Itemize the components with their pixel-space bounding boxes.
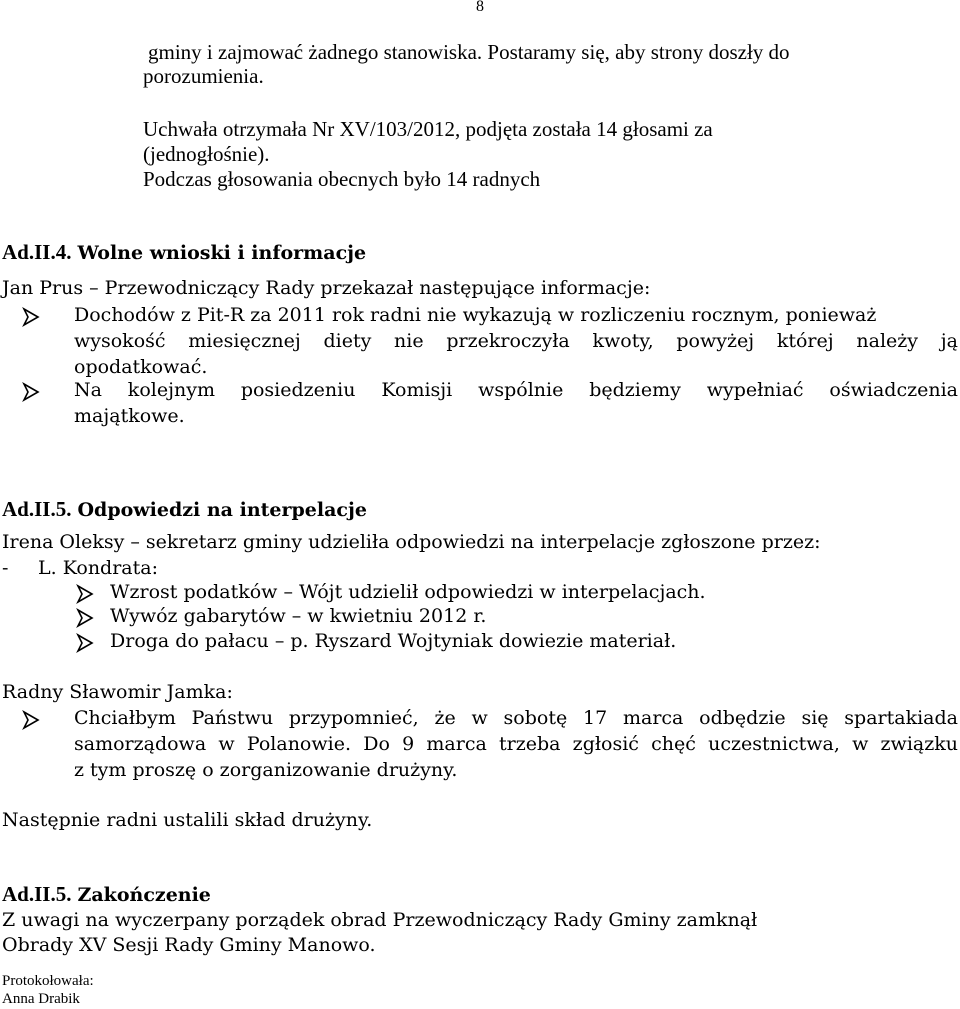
arrowhead-bullet-icon bbox=[76, 584, 94, 604]
spartakiada-line-2: samorządowa w Polanowie. Do 9 marca trzeba zgłosić chęć uczestnictwa, w związku bbox=[74, 733, 958, 755]
speaker-jamka: Radny Sławomir Jamka: bbox=[2, 681, 233, 703]
intro-line-2: porozumienia. bbox=[143, 64, 264, 88]
page-number: 8 bbox=[476, 0, 484, 15]
section-5-title: Odpowiedzi na interpelacje bbox=[77, 499, 367, 521]
spartakiada-line-3: z tym proszę o zorganizowanie drużyny. bbox=[74, 759, 458, 781]
team-closing: Następnie radni ustalili skład drużyny. bbox=[2, 809, 373, 831]
closing-prefix: Ad.II.5. bbox=[2, 882, 72, 906]
footer-label: Protokołowała: bbox=[2, 973, 94, 989]
footer-name: Anna Drabik bbox=[2, 991, 80, 1007]
info-bullet-2-line-2: majątkowe. bbox=[74, 405, 185, 427]
interpellation-bullet-3: Droga do pałacu – p. Ryszard Wojtyniak dowiezie materiał. bbox=[110, 630, 677, 652]
interpellation-bullet-2: Wywóz gabarytów – w kwietniu 2012 r. bbox=[110, 605, 487, 627]
info-bullet-1-text-1: Dochodów z Pit-R za 2011 rok radni nie wykazują w rozliczeniu rocznym, ponieważ bbox=[74, 304, 877, 326]
info-bullet-1-line-3: opodatkować. bbox=[74, 356, 208, 378]
resolution-line-2: (jednogłośnie). bbox=[143, 142, 270, 166]
closing-heading bbox=[2, 882, 211, 907]
closing-title: Zakończenie bbox=[77, 884, 211, 906]
info-bullet-1-line-1 bbox=[74, 304, 958, 326]
arrowhead-bullet-icon bbox=[76, 633, 94, 653]
interpellation-bullet-1: Wzrost podatków – Wójt udzielił odpowiedzi w interpelacjach. bbox=[110, 581, 706, 603]
arrowhead-bullet-icon bbox=[22, 307, 40, 327]
dash-marker: - bbox=[2, 557, 9, 579]
attendance-line: Podczas głosowania obecnych było 14 radnych bbox=[143, 167, 541, 191]
section-5-prefix: Ad.II.5. bbox=[2, 497, 72, 521]
arrowhead-bullet-icon bbox=[22, 382, 40, 402]
section-4-lead: Jan Prus – Przewodniczący Rady przekazał następujące informacje: bbox=[2, 277, 651, 299]
spartakiada-line-1: Chciałbym Państwu przypomnieć, że w sobotę 17 marca odbędzie się spartakiada bbox=[74, 707, 958, 729]
section-4-heading bbox=[2, 240, 366, 265]
info-bullet-1-line-2: wysokość miesięcznej diety nie przekroczyła kwoty, powyżej której należy ją bbox=[74, 330, 958, 352]
closing-line-2: Obrady XV Sesji Rady Gminy Manowo. bbox=[2, 934, 376, 956]
section-4-title: Wolne wnioski i informacje bbox=[77, 242, 367, 264]
closing-line-1: Z uwagi na wyczerpany porządek obrad Przewodniczący Rady Gminy zamknął bbox=[2, 909, 758, 931]
resolution-line-1: Uchwała otrzymała Nr XV/103/2012, podjęta została 14 głosami za bbox=[143, 117, 713, 141]
intro-line-1: gminy i zajmować żadnego stanowiska. Postaramy się, aby strony doszły do bbox=[148, 40, 790, 64]
person-kondrata: L. Kondrata: bbox=[38, 557, 158, 579]
arrowhead-bullet-icon bbox=[22, 710, 40, 730]
info-bullet-2-line-1: Na kolejnym posiedzeniu Komisji wspólnie będziemy wypełniać oświadczenia bbox=[74, 379, 958, 401]
section-5-lead: Irena Oleksy – sekretarz gminy udzieliła odpowiedzi na interpelacje zgłoszone przez: bbox=[2, 531, 821, 553]
section-5-heading bbox=[2, 497, 367, 522]
section-4-prefix: Ad.II.4. bbox=[2, 240, 72, 264]
arrowhead-bullet-icon bbox=[76, 608, 94, 628]
